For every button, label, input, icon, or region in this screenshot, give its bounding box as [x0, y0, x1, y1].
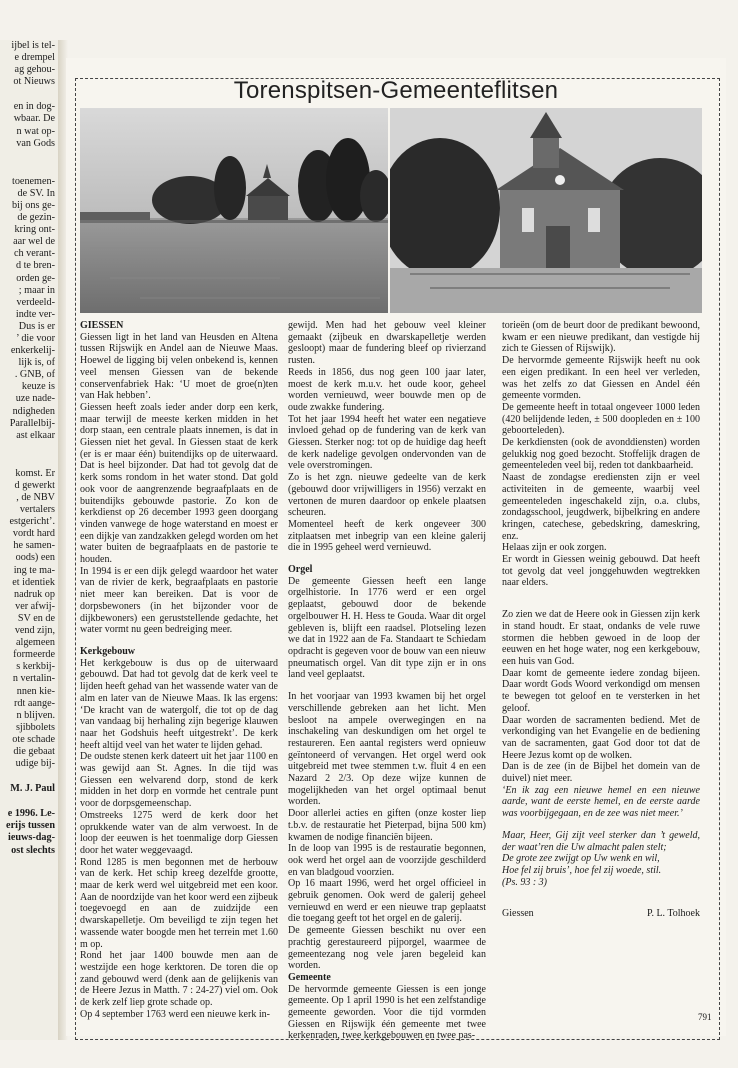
- previous-page-line: ver afwij-: [15, 600, 55, 612]
- spacer: [502, 820, 700, 830]
- quote-paragraph: [502, 830, 700, 853]
- spacer: [502, 898, 700, 908]
- previous-page-line: et identiek: [12, 576, 55, 588]
- signature-author: P. L. Tolhoek: [646, 908, 700, 920]
- spacer: [502, 589, 700, 599]
- paragraph: Dan is de zee (in de Bijbel het domein van de duivel) niet meer.: [502, 761, 700, 785]
- paragraph: De oudste stenen kerk dateert uit het jaar 1100 en was gewijd aan St. Agnes. In die tijd was Giessen een welvarend dorp, stond de kerk midden in het dorp en vormde het centrale punt voor de dorpsgemeenschap.: [80, 751, 278, 810]
- paragraph: Giessen ligt in het land van Heusden en Altena tussen Rijswijk en Andel aan de Nieuwe Maas. Hoewel de ligging bij velen onbekend is, kennen veel mensen Giessen van de bekende conservenfabriek Hak: ‘U moet de groe(n)ten van Hak hebben’.: [80, 331, 278, 402]
- quote-paragraph: [502, 785, 700, 820]
- previous-page-column: [0, 40, 59, 1040]
- previous-page-line: M. J. Paul: [10, 783, 55, 795]
- previous-page-line: nadruk op: [13, 588, 55, 600]
- previous-page-line: ot Nieuws: [13, 76, 55, 88]
- previous-page-line: indte ver-: [15, 308, 55, 320]
- line-gap: [0, 150, 58, 163]
- photo-church-building: [390, 108, 702, 313]
- previous-page-line: ch verant-: [13, 248, 55, 260]
- line-gap: [0, 795, 58, 808]
- paragraph: Giessen heeft zoals ieder ander dorp een kerk, maar terwijl de meeste kerken midden in het dorp staan, een centrale plaats innemen, is dat in Giessen niet het geval. In Giessen staat de kerk (er is er maar één) buitendijks op de uiterwaard. Dat is heel bijzonder. Dat had tot gevolg dat de kerk soms rondom in het water stond. Dat gold ook voor de aangrenzende begraafplaats en de buitendijks gebouwde pastorie. Zo kon de kerkdienst op 26 december 1993 geen doorgang vinden vanwege de hoge waterstand en moest er een dijkje van zandzakken gelegd worden om het water buiten de begraafplaats en de pastorie te houden.: [80, 401, 278, 566]
- previous-page-line: toenemen-: [12, 175, 55, 187]
- signature-row: [502, 908, 700, 920]
- previous-page-line: udige bij-: [15, 758, 55, 770]
- section-heading: Orgel: [288, 564, 313, 576]
- paragraph: Zo is het zgn. nieuwe gedeelte van de kerk (gebouwd door vrijwilligers in 1956) verzakt en vertonen de muren daardoor op enkele plaatsen scheuren.: [288, 472, 486, 519]
- article-column-1: [80, 320, 278, 1020]
- previous-page-line: s kerkbij-: [16, 661, 55, 673]
- previous-page-line: ote schade: [12, 733, 55, 745]
- quote-line: ‘En ik zag een nieuwe hemel en een nieuwe aarde, want de eerste hemel, en de eerste aarde was voorbijgegaan, en de zee was niet meer.’: [502, 784, 700, 820]
- previous-page-line: e drempel: [14, 52, 55, 64]
- previous-page-line: komst. Er: [15, 467, 55, 479]
- page-number: 791: [698, 1012, 712, 1022]
- previous-page-line: kring ont-: [14, 224, 55, 236]
- quote-paragraph: [502, 853, 700, 865]
- previous-page-line: ag gehou-: [14, 64, 55, 76]
- previous-page-line: uze nade-: [15, 393, 55, 405]
- paragraph: De gemeente Giessen heeft een lange orgelhistorie. In 1776 werd er een orgel geplaatst, gebouwd door de bekende orgelbouwer H. H. Hess te Gouda. Waar dit orgel gebleven is, blijft een raadsel. Plotseling lezen we dat in 1922 aan de Fa. Standaart te Schiedam opdracht is gegeven voor de bouw van een nieuw pneumatisch orgel. Van dit type zijn er in ons land veel geplaatst.: [288, 575, 486, 681]
- line-gap: [0, 163, 58, 176]
- previous-page-line: , de NBV: [16, 492, 55, 503]
- paragraph: Helaas zijn er ook zorgen.: [502, 542, 607, 554]
- previous-page-line: erijs tussen: [6, 820, 55, 832]
- paragraph: Er wordt in Giessen weinig gebouwd. Dat heeft tot gevolg dat veel jonggehuwden wegtrekken naar elders.: [502, 554, 700, 589]
- previous-page-line: ast elkaar: [16, 429, 55, 441]
- paragraph: In 1994 is er een dijk gelegd waardoor het water van de rivier de kerk, begraafplaats en pastorie niet meer kan bereiken. Dat is voor de dorpsbewoners (in het bijzonder voor de dijkbewoners) een geruststellende gedachte, het water vormt nu geen bedreiging meer.: [80, 565, 278, 636]
- previous-page-line: keuze is: [21, 381, 55, 393]
- quote-paragraph: [502, 865, 700, 877]
- previous-page-line: die gebaat: [13, 745, 55, 757]
- previous-page-line: ’ die voor: [16, 332, 55, 344]
- quote-line: Hoe fel zij bruis’, hoe fel zij woede, stil.: [502, 864, 662, 876]
- paragraph: Op 16 maart 1996, werd het orgel officieel in gebruik genomen. Ook werd de galerij geheel vernieuwd en werd er een nieuwe trap geplaatst die toegang geeft tot het orgel en de galerij.: [288, 878, 486, 925]
- paragraph: In de loop van 1995 is de restauratie begonnen, ook werd het orgel aan de voorzijde geschilderd en van bladgoud voorzien.: [288, 843, 486, 878]
- previous-page-line: oods) een: [15, 552, 55, 564]
- previous-page-line: vertalers: [19, 504, 55, 516]
- spacer: [288, 681, 486, 691]
- previous-page-line: Dus is er: [18, 320, 55, 332]
- quote-line: (Ps. 93 : 3): [502, 876, 547, 888]
- previous-page-line: en in dog-: [13, 101, 55, 113]
- previous-page-line: aar wel de: [13, 236, 55, 248]
- paragraph: Momenteel heeft de kerk ongeveer 300 zitplaatsen met inbegrip van een kleine galerij die in 1995 geheel werd vernieuwd.: [288, 518, 486, 554]
- paragraph: Tot het jaar 1994 heeft het water een negatieve invloed gehad op de fundering van de kerk van Giessen. Sterker nog: tot op de huidige dag heeft de kerk nadelige gevolgen ondervonden van de vele overstromingen.: [288, 413, 486, 472]
- paragraph: Rond het jaar 1400 bouwde men aan de westzijde een hoge kerktoren. De toren die op zand gebouwd werd (denk aan de gelijkenis van de Heere Jezus in Matth. 7 : 24-27) viel om. Ook de kerk zelf liep grote schade op.: [80, 950, 278, 1009]
- spacer: [288, 554, 486, 564]
- paragraph: Daar worden de sacramenten bediend. Met de verkondiging van het Evangelie en de bediening van de sacramenten, gaat God door tot dat de Heere Jezus komt op de wolken.: [502, 714, 700, 761]
- church-photo-illustration: [390, 108, 702, 313]
- previous-page-line: de SV. In: [17, 187, 55, 199]
- quote-line: De grote zee zwijgt op Uw wenk en wil,: [502, 853, 660, 865]
- paragraph: Omstreeks 1275 werd de kerk door het oprukkende water van de alm verwoest. In de loop der eeuwen is het toenmalige dorp Giessen door het water weggevaagd.: [80, 809, 278, 856]
- spacer: [502, 599, 700, 609]
- previous-page-line: n wat op-: [16, 125, 55, 137]
- line-gap: [0, 455, 58, 468]
- paragraph: De hervormde gemeente Giessen is een jonge gemeente. Op 1 april 1990 is het een zelfstandige gemeente geworden. Voor die tijd vormden Giessen en Rijswijk één gemeente met twee kerkenraden, twee kerkgebouwen en twee pas-: [288, 983, 486, 1042]
- previous-page-line: sjibbolets: [15, 721, 55, 733]
- previous-page-line: SV en de: [17, 612, 55, 624]
- paragraph: Reeds in 1856, dus nog geen 100 jaar later, moest de kerk m.u.v. het oude koor, geheel worden vernieuwd, weer bouwde men op de oude zwakke fundering.: [288, 366, 486, 413]
- previous-page-line: . GNB, of: [14, 369, 55, 381]
- previous-page-line: estgericht’.: [9, 516, 55, 528]
- previous-page-line: enkerkelij-: [10, 345, 55, 357]
- article-column-2: [288, 320, 486, 1042]
- previous-page-line: n blijven.: [16, 709, 55, 721]
- previous-page-line: ost slechts: [11, 844, 55, 856]
- previous-page-line: e 1996. Le-: [7, 808, 55, 820]
- paragraph: De hervormde gemeente Rijswijk heeft nu ook een eigen predikant. In een heel ver verleden, was het zelfs zo dat Giessen en Andel één gemeente vormden.: [502, 355, 700, 402]
- photo-flooded-church: [80, 108, 388, 313]
- spacer: [502, 888, 700, 898]
- previous-page-line: lijk is, of: [18, 357, 55, 369]
- quote-line: Maar, Heer, Gij zijt veel sterker dan ’t geweld, der waat’ren die Uw almacht palen stelt;: [502, 829, 700, 853]
- previous-page-line: nnen kie-: [16, 685, 55, 697]
- signature-place: Giessen: [502, 908, 534, 920]
- previous-page-line: bij ons ge-: [11, 199, 55, 211]
- previous-page-line: Parallelbij-: [9, 417, 55, 429]
- previous-page-line: ieuws-dag-: [8, 832, 55, 844]
- previous-page-line: d gewerkt: [14, 479, 55, 491]
- paragraph: gewijd. Men had het gebouw veel kleiner gemaakt (zijbeuk en dwarskapelletje werden gesloopt) maar de fundering bleef op rivierzand rusten.: [288, 320, 486, 367]
- article-column-3: [502, 320, 700, 920]
- paragraph: De kerkdiensten (ook de avonddiensten) worden gelukkig nog goed bezocht. Stoffelijk dragen de gemeenteleden veel bij, reden tot dankbaarheid.: [502, 437, 700, 472]
- previous-page-line: he samen-: [13, 540, 55, 552]
- paragraph: In het voorjaar van 1993 kwamen bij het orgel verschillende gebreken aan het licht. Men besloot na ampele overwegingen en na inschakeling van deskundigen om het orgel te restaureren. Een aantal registers werd opnieuw geïntoneerd of vervangen. Het orgel werd ook uitgebreid met twee stemmen t.w. fluit 4 en een Nazard 2 2/3. Op deze wijze kunnen de mogelijkheden van het orgel optimaal benut worden.: [288, 691, 486, 808]
- previous-page-line: algemeen: [15, 637, 55, 649]
- previous-page-line: vend zijn,: [14, 625, 55, 637]
- paragraph: Zo zien we dat de Heere ook in Giessen zijn kerk in stand houdt. Er staat, ondanks de vele ruwe stormen die hebben gewoed in de loop der eeuwen en het hoge water, nog een kerkgebouw, een huis van God.: [502, 609, 700, 667]
- previous-page-line: wbaar. De: [13, 113, 55, 125]
- paragraph: De gemeente Giessen beschikt nu over een prachtig gerestaureerd pijporgel, waarmee de gemeentezang nog vele jaren begeleid kan worden.: [288, 925, 486, 972]
- previous-page-line: d te bren-: [15, 260, 55, 272]
- quote-paragraph: [502, 877, 700, 889]
- previous-page-line: de gezin-: [17, 212, 55, 224]
- paragraph: De gemeente heeft in totaal ongeveer 1000 leden (420 belijdende leden, ± 500 doopleden en ± 100 geboorteleden).: [502, 401, 700, 437]
- previous-page-line: orden ge-: [16, 272, 55, 284]
- previous-page-line: n vertalin-: [12, 673, 55, 685]
- paragraph: Naast de zondagse erediensten zijn er veel activiteiten in de gemeente, waarbij veel gemeenteleden ingeschakeld zijn, o.a. clubs, zondagsschool, jeugdwerk, bijbelkring en andere kringen, catechese, gebedskring, dameskring, enz.: [502, 472, 700, 542]
- line-gap: [0, 442, 58, 455]
- previous-page-line: rdt aange-: [13, 697, 55, 709]
- paragraph: Rond 1285 is men begonnen met de herbouw van de kerk. Het schip kreeg dezelfde grootte, maar de kerk werd wel uitgebreid met een koor. Aan de noordzijde van het koor werd een zijbeuk toegevoegd en aan de zuidzijde een dwarskapelletje. Om beveiligd te zijn tegen het wassende water boogde men het terrein met 1.60 m op.: [80, 856, 278, 950]
- line-gap: [0, 770, 58, 783]
- previous-page-line: ijbel is tel-: [11, 40, 55, 51]
- paragraph: Het kerkgebouw is dus op de uiterwaard gebouwd. Dat had tot gevolg dat de kerk veel te lijden heeft gehad van het wassende water van de alm en later van de Nieuwe Maas. Ik las ergens: ‘De kracht van de watergolf, die tot op de dag van vandaag bij herhaling zijn begerige klauwen naar het Godshuis heeft uitgestrekt’. De kerk heeft altijd veel van het water te lijden gehad.: [80, 657, 278, 751]
- previous-page-line: vordt hard: [12, 528, 55, 540]
- previous-page-line: ; maar in: [18, 284, 55, 296]
- previous-page-line: formeerde: [13, 649, 55, 661]
- section-heading: GIESSEN: [80, 320, 124, 331]
- previous-page-line: van Gods: [16, 137, 55, 149]
- paragraph: Op 4 september 1763 werd een nieuwe kerk in-: [80, 1008, 270, 1020]
- previous-page-line: verdeeld-: [16, 296, 55, 308]
- section-heading: Gemeente: [288, 971, 331, 983]
- paragraph: torieën (om de beurt door de predikant bewoond, kwam er een nieuwe predikant, dan vestigde hij zich te Giessen of Rijswijk).: [502, 320, 700, 355]
- paragraph: Door allerlei acties en giften (onze koster liep t.b.v. de restauratie het Pieterpad, bijna 500 km) kwamen de nodige financiën bijeen.: [288, 808, 486, 843]
- previous-page-line: ndigheden: [12, 405, 55, 417]
- flood-photo-illustration: [80, 108, 388, 313]
- page-title: Torenspitsen-Gemeenteflitsen: [233, 77, 559, 104]
- paragraph: Daar komt de gemeente iedere zondag bijeen. Daar wordt Gods Woord verkondigd om mensen te bewegen tot geloof en te versterken in het geloof.: [502, 667, 700, 714]
- section-heading: Kerkgebouw: [80, 645, 135, 657]
- spacer: [80, 636, 278, 646]
- line-gap: [0, 88, 58, 101]
- previous-page-line: ing te ma-: [13, 564, 55, 576]
